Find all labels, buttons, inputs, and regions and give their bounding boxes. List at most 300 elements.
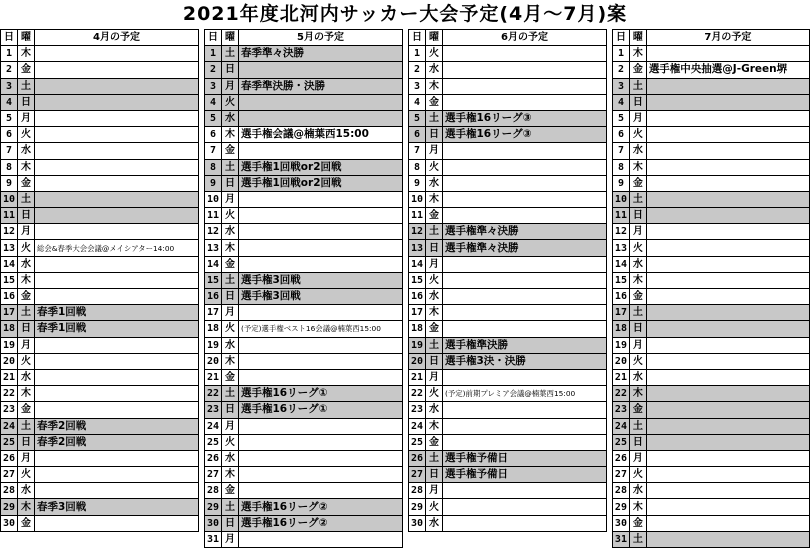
weekday: 火 xyxy=(222,434,239,450)
event xyxy=(646,127,809,143)
day-number: 19 xyxy=(409,337,426,353)
event: 選手権準々決勝 xyxy=(443,240,607,256)
day-row xyxy=(1,402,199,418)
weekday: 土 xyxy=(426,110,443,126)
event xyxy=(35,256,199,272)
event xyxy=(239,467,403,483)
event xyxy=(646,78,809,94)
day-row xyxy=(613,402,810,418)
day-number: 14 xyxy=(409,256,426,272)
weekday: 水 xyxy=(426,515,443,531)
weekday: 金 xyxy=(629,175,646,191)
event xyxy=(239,450,403,466)
weekday: 日 xyxy=(222,402,239,418)
day-row xyxy=(409,321,607,337)
weekday: 金 xyxy=(426,208,443,224)
weekday: 水 xyxy=(426,62,443,78)
day-row xyxy=(409,175,607,191)
day-row xyxy=(409,418,607,434)
day-number: 10 xyxy=(409,191,426,207)
day-number: 31 xyxy=(613,531,630,547)
header-weekday: 曜 xyxy=(629,30,646,46)
day-number: 29 xyxy=(613,499,630,515)
day-number: 2 xyxy=(205,62,222,78)
weekday: 日 xyxy=(222,62,239,78)
weekday: 水 xyxy=(18,143,35,159)
day-number: 5 xyxy=(1,110,18,126)
event: 選手権16リーグ① xyxy=(239,386,403,402)
weekday: 金 xyxy=(18,515,35,531)
day-number: 25 xyxy=(1,434,18,450)
day-number: 8 xyxy=(205,159,222,175)
weekday: 月 xyxy=(222,78,239,94)
calendar-april xyxy=(0,29,199,532)
weekday: 木 xyxy=(426,305,443,321)
day-number: 14 xyxy=(1,256,18,272)
day-number: 4 xyxy=(409,94,426,110)
day-row xyxy=(613,143,810,159)
event xyxy=(35,175,199,191)
day-row xyxy=(205,418,403,434)
day-number: 9 xyxy=(613,175,630,191)
event: 選手権1回戦or2回戦 xyxy=(239,159,403,175)
day-number: 4 xyxy=(613,94,630,110)
day-row xyxy=(205,240,403,256)
day-row xyxy=(205,46,403,62)
event: 選手権16リーグ① xyxy=(239,402,403,418)
day-row xyxy=(1,46,199,62)
day-row xyxy=(409,499,607,515)
day-number: 6 xyxy=(205,127,222,143)
weekday: 火 xyxy=(222,94,239,110)
day-number: 8 xyxy=(613,159,630,175)
weekday: 木 xyxy=(426,191,443,207)
day-row xyxy=(1,467,199,483)
day-number: 14 xyxy=(205,256,222,272)
event xyxy=(239,353,403,369)
day-row xyxy=(1,386,199,402)
day-number: 6 xyxy=(409,127,426,143)
event xyxy=(239,208,403,224)
day-row xyxy=(205,143,403,159)
weekday: 日 xyxy=(629,94,646,110)
day-row xyxy=(613,515,810,531)
weekday: 火 xyxy=(18,240,35,256)
weekday: 金 xyxy=(629,515,646,531)
weekday: 金 xyxy=(222,256,239,272)
weekday: 月 xyxy=(222,418,239,434)
event xyxy=(646,321,809,337)
event xyxy=(443,62,607,78)
event: (予定)選手権ベスト16会議@楠葉西15:00 xyxy=(239,321,403,337)
weekday: 木 xyxy=(629,46,646,62)
weekday: 土 xyxy=(18,418,35,434)
month-title: 7月の予定 xyxy=(646,30,809,46)
day-number: 11 xyxy=(205,208,222,224)
weekday: 日 xyxy=(18,94,35,110)
event xyxy=(646,159,809,175)
day-number: 20 xyxy=(409,353,426,369)
event xyxy=(443,515,607,531)
day-number: 10 xyxy=(1,191,18,207)
page-title: 2021年度北河内サッカー大会予定(4月～7月)案 xyxy=(182,3,628,25)
event: 選手権準決勝 xyxy=(443,337,607,353)
event: 選手権3決・決勝 xyxy=(443,353,607,369)
weekday: 水 xyxy=(222,224,239,240)
event xyxy=(443,369,607,385)
event xyxy=(239,143,403,159)
day-row xyxy=(613,467,810,483)
event xyxy=(443,143,607,159)
day-row xyxy=(409,159,607,175)
event: 総会&春季大会会議@メイシアター14:00 xyxy=(35,240,199,256)
event xyxy=(646,208,809,224)
weekday: 木 xyxy=(426,418,443,434)
day-number: 21 xyxy=(1,369,18,385)
day-row xyxy=(205,402,403,418)
day-number: 29 xyxy=(1,499,18,515)
day-row xyxy=(409,386,607,402)
event: 選手権16リーグ③ xyxy=(443,110,607,126)
event xyxy=(443,483,607,499)
calendar-may xyxy=(204,29,403,548)
event xyxy=(239,483,403,499)
weekday: 金 xyxy=(629,62,646,78)
day-number: 22 xyxy=(409,386,426,402)
day-number: 13 xyxy=(1,240,18,256)
day-number: 18 xyxy=(1,321,18,337)
weekday: 水 xyxy=(222,450,239,466)
weekday: 金 xyxy=(426,434,443,450)
event xyxy=(443,418,607,434)
event xyxy=(35,143,199,159)
weekday: 木 xyxy=(18,386,35,402)
weekday: 火 xyxy=(18,127,35,143)
event xyxy=(646,143,809,159)
day-number: 15 xyxy=(409,272,426,288)
weekday: 日 xyxy=(426,127,443,143)
day-row xyxy=(205,175,403,191)
day-row xyxy=(205,353,403,369)
day-number: 28 xyxy=(1,483,18,499)
weekday: 土 xyxy=(629,305,646,321)
event xyxy=(239,531,403,547)
day-row xyxy=(205,337,403,353)
event xyxy=(646,434,809,450)
event xyxy=(443,499,607,515)
day-number: 19 xyxy=(613,337,630,353)
day-row xyxy=(1,434,199,450)
weekday: 土 xyxy=(18,191,35,207)
weekday: 月 xyxy=(18,224,35,240)
day-row xyxy=(1,483,199,499)
event: 選手権16リーグ③ xyxy=(443,127,607,143)
event xyxy=(35,62,199,78)
month-title: 4月の予定 xyxy=(35,30,199,46)
day-row xyxy=(613,369,810,385)
day-number: 7 xyxy=(409,143,426,159)
day-number: 12 xyxy=(1,224,18,240)
day-row xyxy=(613,483,810,499)
day-number: 28 xyxy=(613,483,630,499)
weekday: 月 xyxy=(426,256,443,272)
day-number: 19 xyxy=(205,337,222,353)
day-row xyxy=(409,110,607,126)
weekday: 土 xyxy=(629,78,646,94)
day-number: 25 xyxy=(205,434,222,450)
day-row xyxy=(409,94,607,110)
event xyxy=(646,240,809,256)
day-number: 11 xyxy=(613,208,630,224)
weekday: 月 xyxy=(18,337,35,353)
weekday: 木 xyxy=(426,78,443,94)
event: 選手権16リーグ② xyxy=(239,515,403,531)
day-row xyxy=(613,94,810,110)
day-row xyxy=(205,386,403,402)
day-row xyxy=(409,208,607,224)
day-number: 4 xyxy=(1,94,18,110)
weekday: 金 xyxy=(18,175,35,191)
day-number: 31 xyxy=(205,531,222,547)
weekday: 水 xyxy=(222,337,239,353)
day-number: 29 xyxy=(205,499,222,515)
event xyxy=(35,78,199,94)
header-weekday: 曜 xyxy=(426,30,443,46)
day-number: 3 xyxy=(1,78,18,94)
day-row xyxy=(613,175,810,191)
day-row xyxy=(205,208,403,224)
day-number: 25 xyxy=(613,434,630,450)
event xyxy=(443,321,607,337)
day-row xyxy=(1,191,199,207)
weekday: 火 xyxy=(18,353,35,369)
day-number: 20 xyxy=(613,353,630,369)
day-row xyxy=(1,110,199,126)
day-number: 4 xyxy=(205,94,222,110)
weekday: 木 xyxy=(629,272,646,288)
day-number: 15 xyxy=(613,272,630,288)
day-number: 21 xyxy=(613,369,630,385)
day-row xyxy=(205,272,403,288)
event xyxy=(35,208,199,224)
weekday: 水 xyxy=(629,483,646,499)
weekday: 火 xyxy=(426,46,443,62)
day-row xyxy=(1,208,199,224)
weekday: 日 xyxy=(222,175,239,191)
table-header xyxy=(205,30,403,46)
event xyxy=(646,272,809,288)
day-number: 30 xyxy=(409,515,426,531)
event: 春季2回戦 xyxy=(35,434,199,450)
day-row xyxy=(1,240,199,256)
day-row xyxy=(1,94,199,110)
event xyxy=(646,224,809,240)
weekday: 月 xyxy=(222,191,239,207)
day-number: 16 xyxy=(613,289,630,305)
day-number: 22 xyxy=(1,386,18,402)
weekday: 月 xyxy=(629,110,646,126)
weekday: 日 xyxy=(629,434,646,450)
event xyxy=(646,175,809,191)
weekday: 土 xyxy=(222,46,239,62)
day-row xyxy=(409,369,607,385)
event xyxy=(239,369,403,385)
day-row xyxy=(409,289,607,305)
event: 選手権3回戦 xyxy=(239,289,403,305)
day-row xyxy=(205,191,403,207)
day-row xyxy=(409,78,607,94)
event: 選手権中央抽選@J-Green堺 xyxy=(646,62,809,78)
day-number: 9 xyxy=(409,175,426,191)
day-row xyxy=(409,46,607,62)
day-row xyxy=(1,224,199,240)
day-number: 10 xyxy=(205,191,222,207)
day-number: 28 xyxy=(409,483,426,499)
day-number: 23 xyxy=(1,402,18,418)
day-number: 8 xyxy=(1,159,18,175)
day-number: 3 xyxy=(205,78,222,94)
day-number: 16 xyxy=(205,289,222,305)
weekday: 月 xyxy=(426,143,443,159)
day-number: 24 xyxy=(205,418,222,434)
day-number: 24 xyxy=(1,418,18,434)
day-row xyxy=(613,46,810,62)
weekday: 日 xyxy=(426,467,443,483)
event xyxy=(646,337,809,353)
day-row xyxy=(409,127,607,143)
day-row xyxy=(613,110,810,126)
event xyxy=(646,402,809,418)
event xyxy=(443,402,607,418)
weekday: 金 xyxy=(426,94,443,110)
month-title: 6月の予定 xyxy=(443,30,607,46)
day-row xyxy=(409,402,607,418)
weekday: 土 xyxy=(629,531,646,547)
weekday: 金 xyxy=(18,402,35,418)
day-row xyxy=(1,499,199,515)
day-row xyxy=(409,337,607,353)
event xyxy=(35,467,199,483)
event xyxy=(239,110,403,126)
day-number: 24 xyxy=(613,418,630,434)
event: 選手権3回戦 xyxy=(239,272,403,288)
day-row xyxy=(1,418,199,434)
weekday: 月 xyxy=(426,369,443,385)
day-number: 3 xyxy=(409,78,426,94)
day-number: 5 xyxy=(409,110,426,126)
day-row xyxy=(613,272,810,288)
day-row xyxy=(1,272,199,288)
day-row xyxy=(1,515,199,531)
day-number: 13 xyxy=(613,240,630,256)
weekday: 水 xyxy=(629,143,646,159)
event xyxy=(646,418,809,434)
day-row xyxy=(205,256,403,272)
event xyxy=(646,94,809,110)
event: 選手権予備日 xyxy=(443,467,607,483)
table-header xyxy=(1,30,199,46)
day-row xyxy=(613,224,810,240)
event xyxy=(646,515,809,531)
event xyxy=(239,240,403,256)
day-row xyxy=(205,78,403,94)
event xyxy=(35,289,199,305)
day-row xyxy=(205,224,403,240)
day-number: 23 xyxy=(613,402,630,418)
day-number: 1 xyxy=(409,46,426,62)
weekday: 水 xyxy=(18,369,35,385)
calendar-july xyxy=(612,29,810,548)
day-number: 7 xyxy=(613,143,630,159)
weekday: 金 xyxy=(629,402,646,418)
event xyxy=(443,208,607,224)
day-row xyxy=(1,337,199,353)
weekday: 月 xyxy=(222,305,239,321)
event: 春季1回戦 xyxy=(35,305,199,321)
event xyxy=(35,127,199,143)
event xyxy=(646,450,809,466)
day-number: 16 xyxy=(409,289,426,305)
header-day: 日 xyxy=(409,30,426,46)
day-number: 12 xyxy=(205,224,222,240)
weekday: 土 xyxy=(629,418,646,434)
event xyxy=(443,78,607,94)
weekday: 金 xyxy=(629,289,646,305)
day-row xyxy=(1,321,199,337)
weekday: 日 xyxy=(629,321,646,337)
event: 選手権予備日 xyxy=(443,450,607,466)
day-row xyxy=(205,321,403,337)
day-number: 7 xyxy=(1,143,18,159)
day-row xyxy=(1,450,199,466)
day-row xyxy=(205,369,403,385)
event xyxy=(35,191,199,207)
event xyxy=(646,499,809,515)
event xyxy=(239,191,403,207)
weekday: 金 xyxy=(222,143,239,159)
day-number: 1 xyxy=(613,46,630,62)
event xyxy=(239,94,403,110)
event xyxy=(646,191,809,207)
event xyxy=(35,386,199,402)
header-day: 日 xyxy=(613,30,630,46)
day-row xyxy=(1,159,199,175)
day-number: 22 xyxy=(205,386,222,402)
day-row xyxy=(409,191,607,207)
day-number: 17 xyxy=(409,305,426,321)
day-number: 29 xyxy=(409,499,426,515)
day-number: 23 xyxy=(409,402,426,418)
day-row xyxy=(1,353,199,369)
event xyxy=(646,386,809,402)
weekday: 火 xyxy=(629,467,646,483)
day-number: 2 xyxy=(1,62,18,78)
day-number: 6 xyxy=(613,127,630,143)
day-row xyxy=(409,483,607,499)
event xyxy=(35,450,199,466)
event: 春季2回戦 xyxy=(35,418,199,434)
weekday: 木 xyxy=(629,386,646,402)
weekday: 木 xyxy=(222,127,239,143)
day-number: 27 xyxy=(1,467,18,483)
day-number: 17 xyxy=(205,305,222,321)
day-number: 16 xyxy=(1,289,18,305)
weekday: 火 xyxy=(18,467,35,483)
event: (予定)前期プレミア会議@楠葉西15:00 xyxy=(443,386,607,402)
day-row xyxy=(205,499,403,515)
day-number: 3 xyxy=(613,78,630,94)
day-number: 2 xyxy=(409,62,426,78)
